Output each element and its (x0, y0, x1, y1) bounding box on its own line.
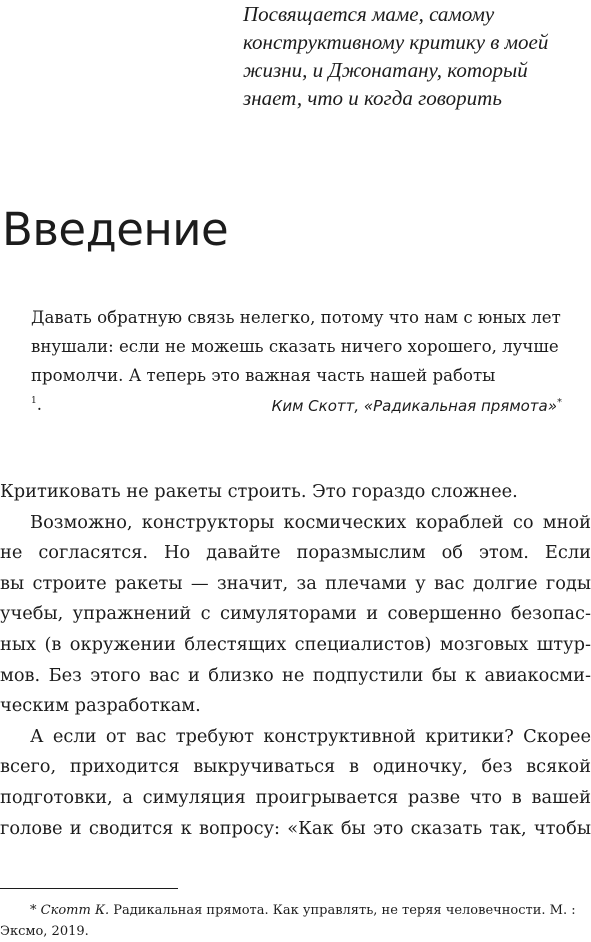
paragraph-line: ческим разработкам. (0, 695, 201, 717)
paragraph-line: голове и сводится к вопросу: «Как бы это сказать так, чтобы (0, 817, 591, 839)
footnote-marker: * (30, 903, 37, 918)
paragraph-line: А если от вас требуют конструктивной критики? Скорее (30, 725, 591, 747)
epigraph-line: промолчи. А теперь это важная часть нашей работы $^1$. (31, 361, 591, 419)
body-text (0, 477, 591, 844)
paragraph-line: учебы, упражнений с симуляторами и совершенно безопас- (0, 603, 591, 625)
epigraph-source-text: Ким Скотт, «Радикальная прямота» (271, 397, 557, 415)
paragraph-line: не согласятся. Но давайте поразмыслим об этом. Если (0, 542, 591, 564)
footnote (0, 900, 591, 942)
footnote-ref-asterisk[interactable]: * (557, 397, 562, 408)
paragraph-line: ных (в окружении блестящих специалистов) мозговых штур- (0, 633, 591, 655)
paragraph-line: всего, приходится выкручиваться в одиночку, без всякой (0, 756, 591, 778)
footnote-ref[interactable]: 1 (31, 396, 37, 406)
paragraph-line: подготовки, а симуляция проигрывается разве что в вашей (0, 786, 591, 808)
paragraph-line: Возможно, конструкторы космических кораблей со мной (30, 511, 591, 533)
dedication-line: жизни, и Джонатану, который (243, 58, 528, 82)
footnote-text: Радикальная прямота. Как управлять, не теряя человечности. М. : (109, 903, 576, 918)
paragraph-line: мов. Без этого вас и близко не подпустили бы к авиакосми- (0, 664, 591, 686)
epigraph-source (272, 394, 562, 418)
dedication (243, 0, 588, 112)
footnote-line: Эксмо, 2019. (0, 924, 89, 939)
paragraph-line: вы строите ракеты — значит, за плечами у вас долгие годы (0, 572, 591, 594)
footnote-divider (0, 888, 178, 889)
epigraph-line: внушали: если не можешь сказать ничего хорошего, лучше (31, 337, 559, 356)
dedication-line: знает, что и когда говорить (243, 86, 502, 110)
chapter-title: Введение (2, 203, 229, 256)
footnote-author: Скотт К. (40, 903, 110, 918)
epigraph-line-text: промолчи. А теперь это важная часть нашей работы (31, 366, 496, 385)
footnote-line (0, 900, 591, 921)
dedication-line: конструктивному критику в моей (243, 30, 549, 54)
epigraph-line: Давать обратную связь нелегко, потому что нам с юных лет (31, 308, 561, 327)
paragraph-line: Критиковать не ракеты строить. Это гораздо сложнее. (0, 481, 518, 502)
dedication-line: Посвящается маме, самому (243, 2, 495, 26)
